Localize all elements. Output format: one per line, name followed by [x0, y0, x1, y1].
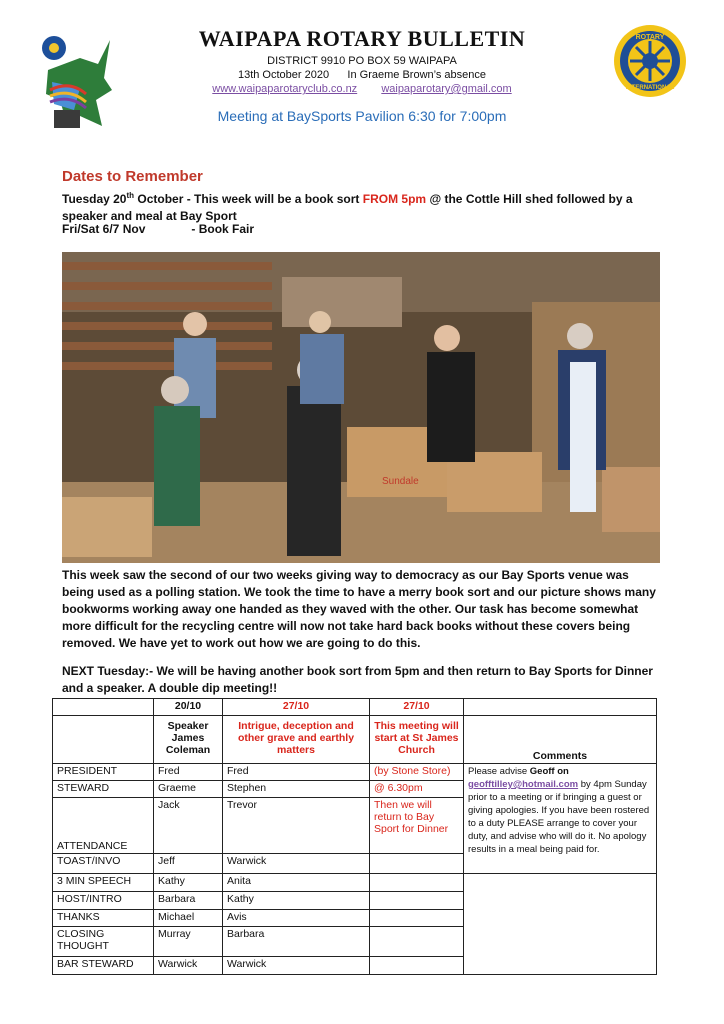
roster-cell: Trevor	[223, 798, 370, 854]
roster-cell	[370, 854, 464, 874]
roster-cell: Barbara	[223, 927, 370, 957]
seal-top-text: ROTARY	[635, 34, 665, 41]
meeting-info: Meeting at BaySports Pavilion 6:30 for 7:00pm	[217, 108, 507, 124]
roster-cell: Stephen	[223, 781, 370, 798]
location-header: This meeting will start at St James Church	[370, 716, 464, 764]
seal-bottom-text: INTERNATIONAL	[625, 85, 675, 91]
date-header: 27/10	[370, 699, 464, 716]
box-label: Sundale	[382, 476, 419, 487]
roster-cell: Then we will return to Bay Sport for Dinner	[370, 798, 464, 854]
date-header: 20/10	[154, 699, 223, 716]
roster-cell	[370, 892, 464, 910]
table-cell	[53, 699, 154, 716]
dates-heading: Dates to Remember	[62, 168, 203, 185]
roster-cell: Jack	[154, 798, 223, 854]
role-label: ATTENDANCE	[53, 798, 154, 854]
roster-cell: @ 6.30pm	[370, 781, 464, 798]
roster-cell: Anita	[223, 874, 370, 892]
roster-cell: Graeme	[154, 781, 223, 798]
table-cell	[464, 699, 657, 716]
roster-cell	[370, 910, 464, 927]
table-row	[53, 874, 657, 892]
role-label: TOAST/INVO	[53, 854, 154, 874]
table-cell	[464, 874, 657, 975]
dates-time-highlight: FROM 5pm	[362, 192, 427, 206]
contact-links	[0, 83, 724, 95]
bulletin-title: WAIPAPA ROTARY BULLETIN	[198, 26, 526, 51]
dates-line-2	[62, 221, 662, 238]
table-row	[53, 764, 657, 781]
roster-cell	[370, 874, 464, 892]
table-row	[53, 716, 657, 764]
roster-cell: Fred	[223, 764, 370, 781]
roster-cell	[370, 927, 464, 957]
date-header: 27/10	[223, 699, 370, 716]
role-label: STEWARD	[53, 781, 154, 798]
roster-cell: Warwick	[223, 854, 370, 874]
speaker-header: Speaker James Coleman	[154, 716, 223, 764]
roster-cell: Michael	[154, 910, 223, 927]
comment-text: Please advise	[468, 766, 530, 777]
dates-line-1-end: @ the Cottle Hill shed followed by a speaker and meal at Bay Sport	[62, 192, 633, 223]
roster-cell: Warwick	[154, 957, 223, 975]
date-line: 13th October 2020 In Graeme Brown’s absence	[237, 69, 487, 81]
book-fair-label: - Book Fair	[191, 222, 255, 236]
roster-cell: Jeff	[154, 854, 223, 874]
role-label: CLOSING THOUGHT	[53, 927, 154, 957]
dates-line-1	[62, 187, 662, 225]
role-label: THANKS	[53, 910, 154, 927]
roster-cell: Fred	[154, 764, 223, 781]
roster-cell: Warwick	[223, 957, 370, 975]
next-tuesday-text: NEXT Tuesday:- We will be having another book sort from 5pm and then return to Bay Sports for Dinner and a speaker. A double dip meeting!!	[62, 664, 653, 695]
role-label: BAR STEWARD	[53, 957, 154, 975]
dates-line-1-mid: October - This week will be a book sort	[134, 192, 363, 206]
book-fair-date: Fri/Sat 6/7 Nov	[62, 222, 146, 236]
comment-details: by 4pm Sunday prior to a meeting or if bringing a guest or giving apologies. If you have been rostered to a duty PLEASE arrange to cover your duty, and advise who will do it. No apology results in a meal being paid for.	[468, 779, 650, 855]
comment-contact: Geoff on	[529, 766, 569, 777]
email-link[interactable]: waipaparotary@gmail.com	[381, 83, 512, 95]
roster-cell: Kathy	[154, 874, 223, 892]
website-link[interactable]: www.waipaparotaryclub.co.nz	[212, 83, 358, 95]
comments-cell	[464, 764, 657, 874]
roster-cell: Avis	[223, 910, 370, 927]
roster-cell: (by Stone Store)	[370, 764, 464, 781]
table-row	[53, 699, 657, 716]
roster-cell: Murray	[154, 927, 223, 957]
roster-cell	[370, 957, 464, 975]
table-cell	[53, 716, 154, 764]
topic-header: Intrigue, deception and other grave and earthly matters	[223, 716, 370, 764]
role-label: PRESIDENT	[53, 764, 154, 781]
roster-cell: Kathy	[223, 892, 370, 910]
comments-header: Comments	[464, 716, 657, 764]
roster-table	[52, 698, 657, 975]
district-line: DISTRICT 9910 PO BOX 59 WAIPAPA	[267, 55, 457, 67]
role-label: 3 MIN SPEECH	[53, 874, 154, 892]
comment-email-link[interactable]: geofftilley@hotmail.com	[468, 779, 579, 790]
book-sort-photo	[62, 252, 660, 563]
role-label: HOST/INTRO	[53, 892, 154, 910]
dates-sup: th	[126, 191, 135, 200]
roster-cell: Barbara	[154, 892, 223, 910]
summary-paragraph: This week saw the second of our two weeks giving way to democracy as our Bay Sports venue was being used as a polling station. We took the time to have a merry book sort and our picture shows many bookworms working away one handed as they waved with the other. Our task has become somewhat more difficult for the recycling centre will now not take hard back books without these covers being removed. We have yet to work out how we are going to do this.	[62, 568, 656, 650]
dates-line-1-start: Tuesday 20	[62, 192, 127, 206]
